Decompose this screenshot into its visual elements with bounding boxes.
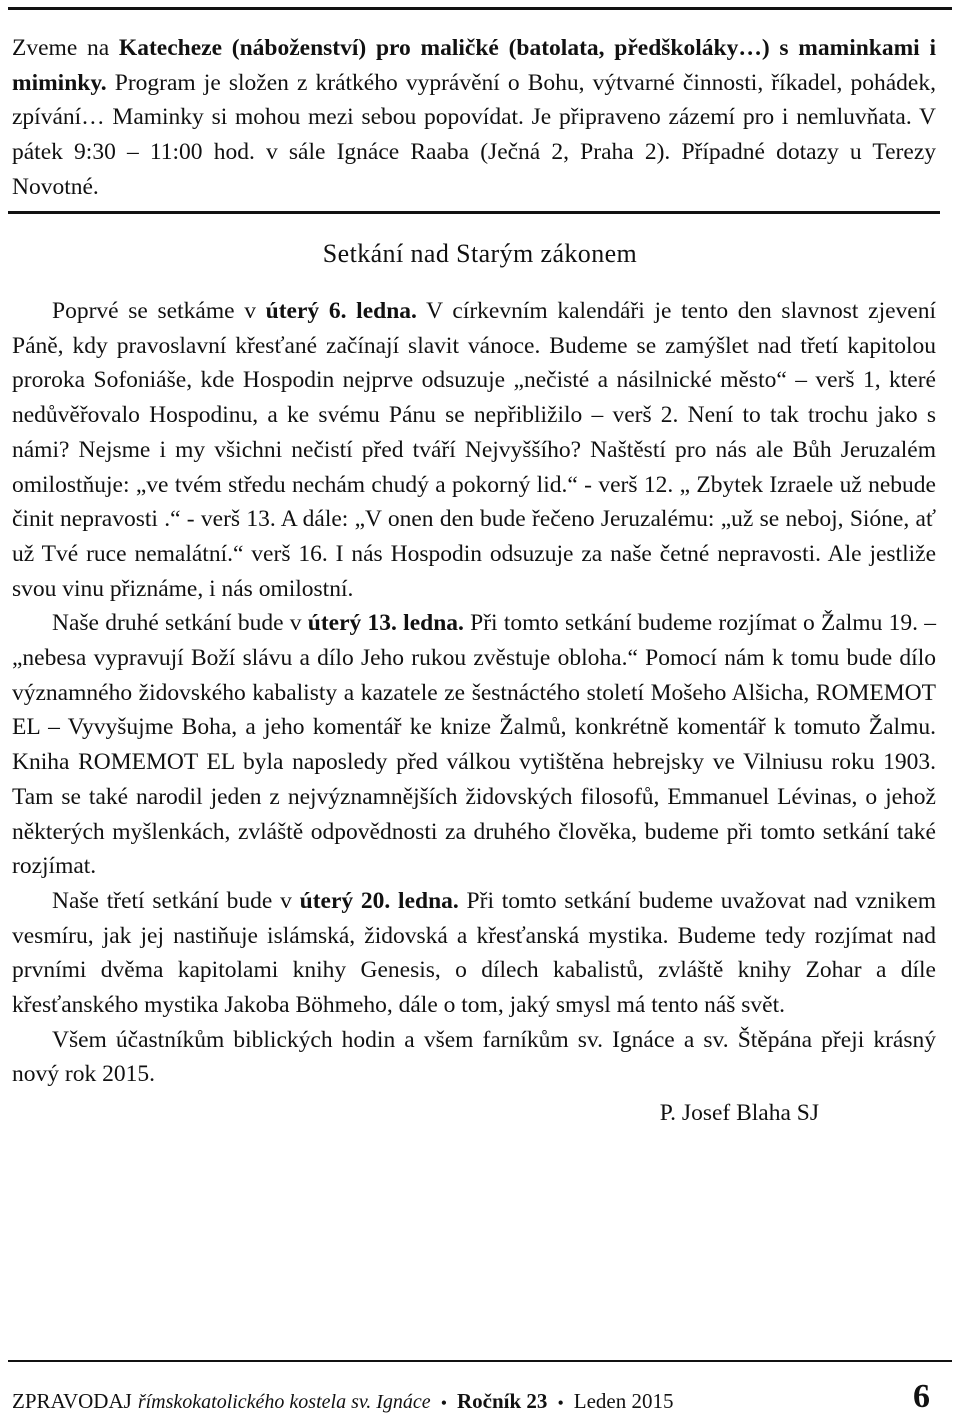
page-footer (12, 1374, 930, 1414)
paragraph-meeting-3 (12, 884, 936, 1023)
signature: P. Josef Blaha SJ (659, 1100, 819, 1127)
p3-text-1: Naše třetí setkání bude v (52, 887, 300, 914)
intro-text-2: Program je složen z krátkého vyprávění o Bohu, výtvarné činnosti, říkadel, pohádek, zpívání… Maminky si mohou mezi sebou popovídat. Je připraveno zázemí pro i nemluvňata. V pátek 9:30 – 11:00 hod. v sále Ignáce Raaba (Ječná 2, Praha 2). Případné dotazy u Terezy Novotné. (12, 69, 936, 200)
paragraph-meeting-1 (12, 294, 936, 606)
footer-separator-1: • (440, 1393, 447, 1413)
p2-date: úterý 13. ledna. (307, 610, 464, 637)
p2-text-2: Při tomto setkání budeme rozjímat o Žalmu 19. – „nebesa vypravují Boží slávu a dílo Jeho rukou zvěstuje obloha.“ Pomocí nám k tomu bude dílo významného židovského kabalisty a kazatele ze šestnáctého století Mošeho Alšicha, ROMEMOT EL – Vyvyšujme Boha, a jeho komentář ke knize Žalmů, konkrétně komentář k tomuto Žalmu. Kniha ROMEMOT EL byla naposledy před válkou vytištěna hebrejsky ve Vilniusu roku 1903. Tam se také narodil jeden z nejvýznamnějších židovských filosofů, Emmanuel Lévinas, o jehož některých myšlenkách, zvláště odpovědnosti za druhého člověka, budeme při tomto setkání také rozjímat. (12, 610, 936, 880)
section-body (12, 294, 936, 1131)
p1-text-2: V církevním kalendáři je tento den slavnost zjevení Páně, kdy pravoslavní křesťané začínají slavit vánoce. Budeme se zamýšlet nad třetí kapitolou proroka Sofoniáše, kde Hospodin nejprve odsuzuje „nečisté a násilnické město“ – verš 1, které nedůvěřovalo Hospodinu, a ke svému Pánu se nepřibližilo – verš 2. Není to tak trochu jako s námi? Nejsme i my všichni nečistí před tváří Nejvyššího? Naštěstí pro nás ale Bůh Jeruzalém omilostňuje: „ve tvém středu nechám chudý a pokorný lid.“ - verš 12. „ Zbytek Izraele už nebude činit nepravosti .“ - verš 13. A dále: „V onen den bude řečeno Jeruzalému: „už se neboj, Sióne, ať už Tvé ruce nemalátní.“ verš 16. I nás Hospodin odsuzuje za naše četné nepravosti. Ale jestliže svou vinu přiznáme, i nás omilostní. (12, 298, 936, 602)
paragraph-meeting-2 (12, 606, 936, 884)
section-title: Setkání nad Starým zákonem (322, 239, 638, 268)
paragraph-wishes: Všem účastníkům biblických hodin a všem farníkům sv. Ignáce a sv. Štěpána přeji krásný nový rok 2015. (12, 1026, 936, 1088)
footer-volume: Ročník 23 (457, 1389, 548, 1413)
p3-date: úterý 20. ledna. (299, 887, 459, 914)
p1-date: úterý 6. ledna. (265, 298, 417, 324)
footer-rule (8, 1360, 952, 1362)
intro-paragraph (12, 31, 936, 205)
footer-zpravodaj: ZPRAVODAJ (12, 1389, 132, 1413)
intro-notice (12, 31, 936, 205)
section-divider (8, 211, 940, 214)
top-rule (8, 7, 952, 10)
intro-text-1: Zveme na (12, 35, 119, 61)
footer-separator-2: • (557, 1393, 564, 1413)
p1-text-1: Poprvé se setkáme v (52, 298, 266, 324)
footer-subtitle: římskokatolického kostela sv. Ignáce (137, 1391, 431, 1413)
intro-bold: Katecheze (náboženství) pro maličké (batolata, předškoláky…) s maminkami i miminky. (12, 35, 936, 96)
page-number: 6 (913, 1378, 930, 1415)
p3-text-2: Při tomto setkání budeme uvažovat nad vznikem vesmíru, jak jej nastiňuje islámská, židovská a křesťanská mystika. Budeme tedy rozjímat nad prvními dvěma kapitolami knihy Genesis, o dílech kabalistů, zvláště knihy Zohar a díle křesťanského mystika Jakoba Böhmeho, dále o tom, jaký smysl má tento náš svět. (12, 887, 937, 1019)
footer-issue: Leden 2015 (573, 1389, 674, 1413)
p2-text-1: Naše druhé setkání bude v (52, 610, 308, 637)
